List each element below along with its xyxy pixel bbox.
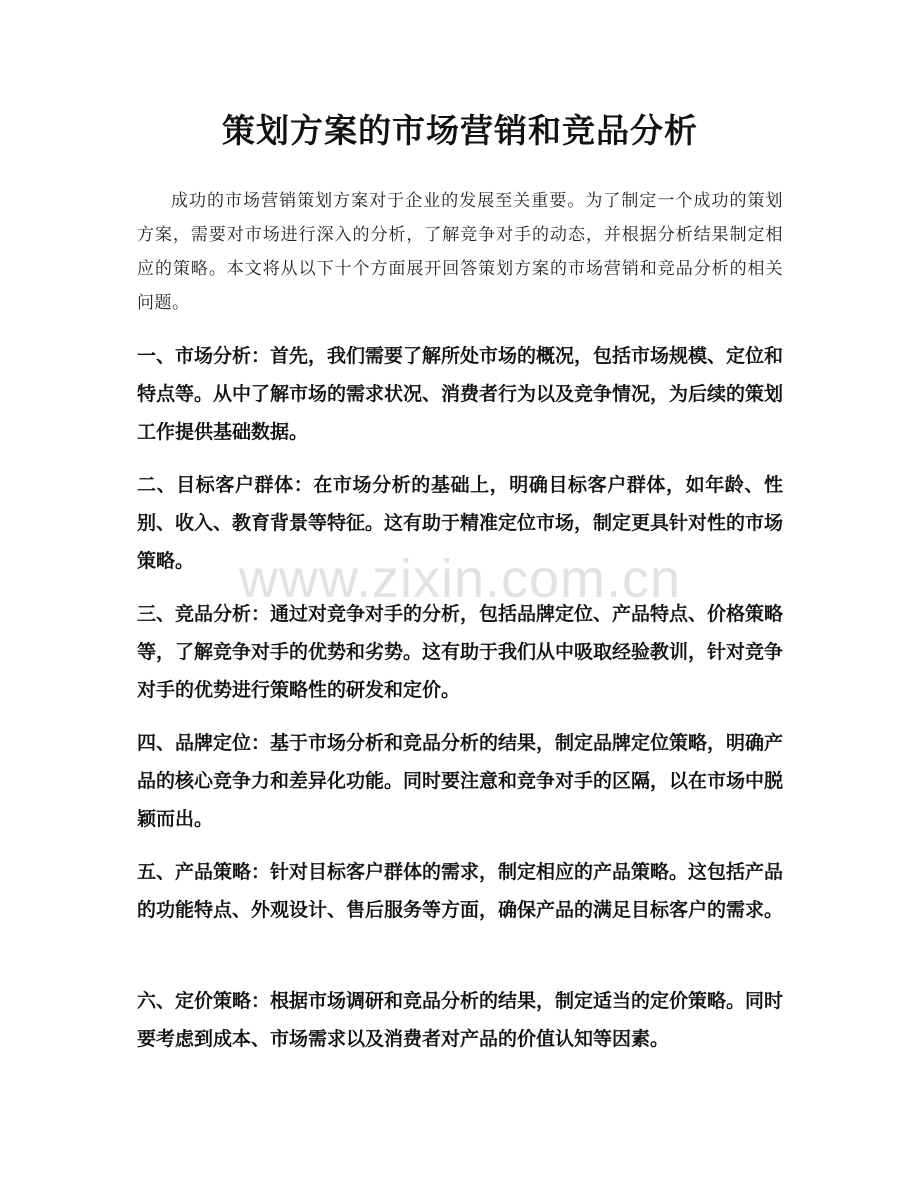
section-brand-positioning: 四、品牌定位：基于市场分析和竞品分析的结果，制定品牌定位策略，明确产品的核心竞争力和差异化功能。同时要注意和竞争对手的区隔，以在市场中脱颖而出。 [137,732,784,830]
section-target-customers: 二、目标客户群体：在市场分析的基础上，明确目标客户群体，如年龄、性别、收入、教育背景等特征。这有助于精准定位市场，制定更具针对性的市场策略。 [137,474,784,572]
intro-paragraph: 成功的市场营销策划方案对于企业的发展至关重要。为了制定一个成功的策划方案，需要对市场进行深入的分析，了解竞争对手的动态，并根据分析结果制定相应的策略。本文将从以下十个方面展开回答策划方案的市场营销和竞品分析的相关问题。 [137,191,783,313]
section-market-analysis: 一、市场分析：首先，我们需要了解所处市场的概况，包括市场规模、定位和特点等。从中了解市场的需求状况、消费者行为以及竞争情况，为后续的策划工作提供基础数据。 [137,345,784,443]
watermark: www.zixin.com.cn [238,549,682,609]
section-product-strategy: 五、产品策略：针对目标客户群体的需求，制定相应的产品策略。这包括产品的功能特点、外观设计、售后服务等方面，确保产品的满足目标客户的需求。 [137,861,784,921]
section-pricing-strategy: 六、定价策略：根据市场调研和竞品分析的结果，制定适当的定价策略。同时要考虑到成本、市场需求以及消费者对产品的价值认知等因素。 [137,990,784,1050]
section-competitor-analysis: 三、竞品分析：通过对竞争对手的分析，包括品牌定位、产品特点、价格策略等，了解竞争对手的优势和劣势。这有助于我们从中吸取经验教训，针对竞争对手的优势进行策略性的研发和定价。 [137,603,784,701]
document-title: 策划方案的市场营销和竞品分析 [222,111,698,150]
